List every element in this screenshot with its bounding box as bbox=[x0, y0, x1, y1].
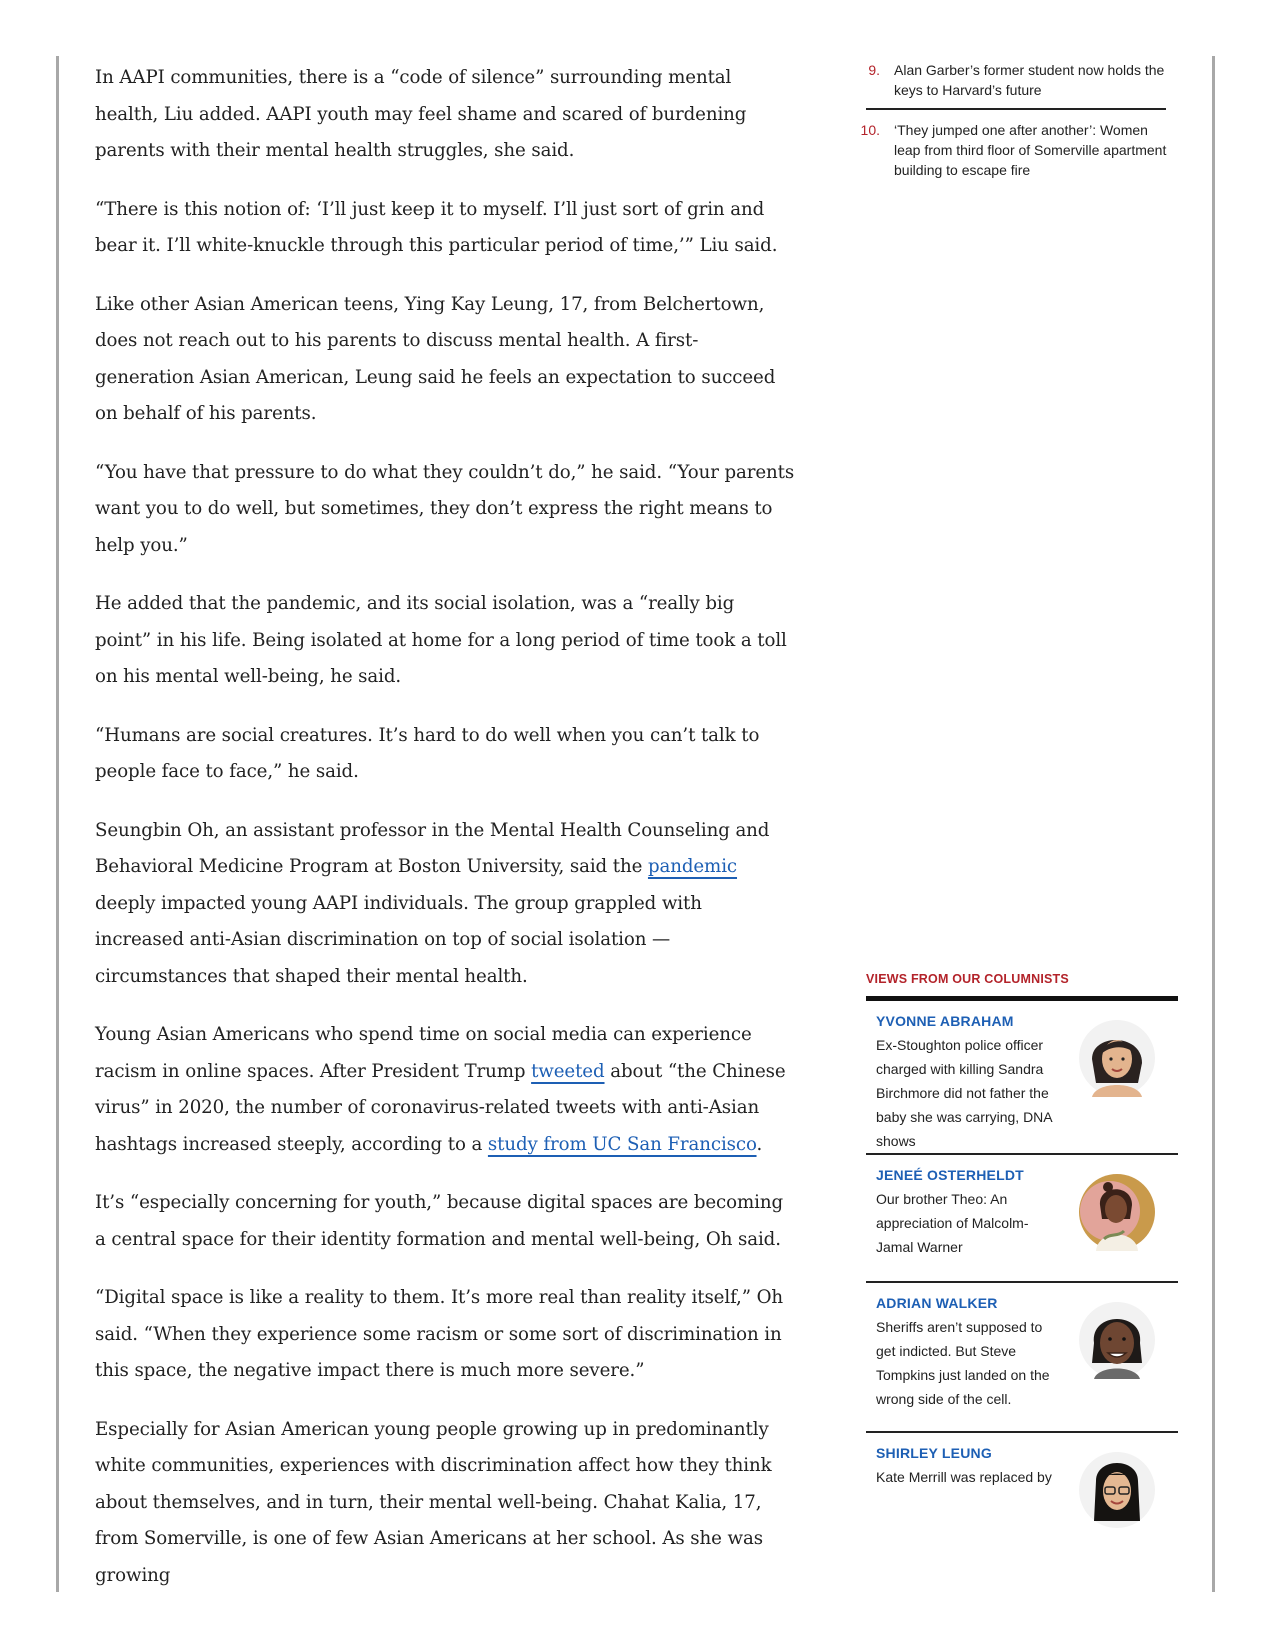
left-margin-rule bbox=[56, 56, 59, 1592]
columnist-headline[interactable]: Our brother Theo: An appreciation of Malcolm-Jamal Warner bbox=[876, 1191, 1029, 1255]
most-popular-list bbox=[860, 60, 1176, 180]
columnist-avatar-icon bbox=[1078, 1019, 1156, 1097]
columnist-headline[interactable]: Kate Merrill was replaced by bbox=[876, 1469, 1052, 1485]
section-heading: VIEWS FROM OUR COLUMNISTS bbox=[866, 972, 1178, 1001]
views-from-columnists bbox=[866, 972, 1178, 1539]
paragraph: Especially for Asian American young people growing up in predominantly white communities, experiences with discrimination affect how they think about themselves, and in turn, their mental well-being. Chahat Kalia, 17, from Somerville, is one of few Asian Americans at her school. As she was growing bbox=[95, 1418, 772, 1586]
paragraph: It’s “especially concerning for youth,” because digital spaces are becoming a central space for their identity formation and mental well-being, Oh said. bbox=[95, 1192, 783, 1250]
paragraph-text: deeply impacted young AAPI individuals. The group grappled with increased anti-Asian discrimination on top of social isolation — circumstances that shaped their mental health. bbox=[95, 892, 702, 987]
paragraph: “There is this notion of: ‘I’ll just keep it to myself. I’ll just sort of grin and bear it. I’ll white-knuckle through this particular period of time,’” Liu said. bbox=[95, 198, 778, 256]
columnist-card[interactable] bbox=[866, 1155, 1178, 1283]
columnist-avatar-icon bbox=[1078, 1173, 1156, 1251]
paragraph: “You have that pressure to do what they couldn’t do,” he said. “Your parents want you to do well, but sometimes, they don’t express the right means to help you.” bbox=[95, 461, 795, 556]
most-popular-title[interactable]: Alan Garber’s former student now holds the keys to Harvard’s future bbox=[894, 62, 1165, 98]
pandemic-link[interactable]: pandemic bbox=[647, 856, 738, 877]
paragraph: He added that the pandemic, and its social isolation, was a “really big point” in his life. Being isolated at home for a long period of time took a toll on his mental well-being, he said. bbox=[95, 593, 787, 687]
columnist-name[interactable]: YVONNE ABRAHAM bbox=[876, 1013, 1014, 1029]
paragraph: Like other Asian American teens, Ying Kay Leung, 17, from Belchertown, does not reach out to his parents to discuss mental health. A first-generation Asian American, Leung said he feels an expectation to succeed on behalf of his parents. bbox=[95, 293, 776, 424]
rank-number: 9. bbox=[868, 62, 880, 78]
columnist-name[interactable]: JENEÉ OSTERHELDT bbox=[876, 1167, 1024, 1183]
article-body bbox=[95, 60, 795, 1616]
most-popular-item[interactable] bbox=[866, 60, 1166, 110]
columnist-headline[interactable]: Ex-Stoughton police officer charged with killing Sandra Birchmore did not father the baby she was carrying, DNA shows bbox=[876, 1037, 1052, 1149]
columnist-avatar-icon bbox=[1078, 1301, 1156, 1379]
paragraph: In AAPI communities, there is a “code of silence” surrounding mental health, Liu added. AAPI youth may feel shame and scared of burdening parents with their mental health struggles, she said. bbox=[95, 67, 747, 161]
paragraph-text: Seungbin Oh, an assistant professor in the Mental Health Counseling and Behavioral Medicine Program at Boston University, said the bbox=[95, 819, 770, 877]
ucsf-study-link[interactable]: study from UC San Francisco bbox=[487, 1133, 757, 1155]
rank-number: 10. bbox=[860, 122, 880, 138]
columnist-name[interactable]: SHIRLEY LEUNG bbox=[876, 1445, 992, 1461]
columnist-card[interactable] bbox=[866, 1001, 1178, 1155]
paragraph: “Humans are social creatures. It’s hard to do well when you can’t talk to people face to face,” he said. bbox=[95, 724, 760, 782]
tweeted-link[interactable]: tweeted bbox=[531, 1060, 605, 1082]
right-margin-rule bbox=[1212, 56, 1215, 1592]
most-popular-title[interactable]: ‘They jumped one after another’: Women leap from third floor of Somerville apartment building to escape fire bbox=[894, 122, 1167, 178]
paragraph: “Digital space is like a reality to them. It’s more real than reality itself,” Oh said. “When they experience some racism or some sort of discrimination in this space, the negative impact there is much more severe.” bbox=[95, 1287, 784, 1381]
columnist-card[interactable] bbox=[866, 1283, 1178, 1433]
paragraph bbox=[95, 813, 795, 996]
columnist-card[interactable] bbox=[866, 1433, 1178, 1539]
paragraph-text: . bbox=[756, 1133, 763, 1155]
paragraph-text: about “the Chinese virus” in 2020, the number of coronavirus-related tweets with anti-Asian hashtags increased steeply, according to a bbox=[95, 1060, 786, 1155]
paragraph-text: Young Asian Americans who spend time on social media can experience racism in online spaces. After President Trump bbox=[95, 1024, 752, 1082]
columnist-name[interactable]: ADRIAN WALKER bbox=[876, 1295, 998, 1311]
paragraph bbox=[95, 1017, 795, 1163]
columnist-headline[interactable]: Sheriffs aren’t supposed to get indicted. But Steve Tompkins just landed on the wrong side of the cell. bbox=[876, 1319, 1050, 1407]
most-popular-item[interactable] bbox=[860, 120, 1176, 180]
columnist-avatar-icon bbox=[1078, 1451, 1156, 1529]
